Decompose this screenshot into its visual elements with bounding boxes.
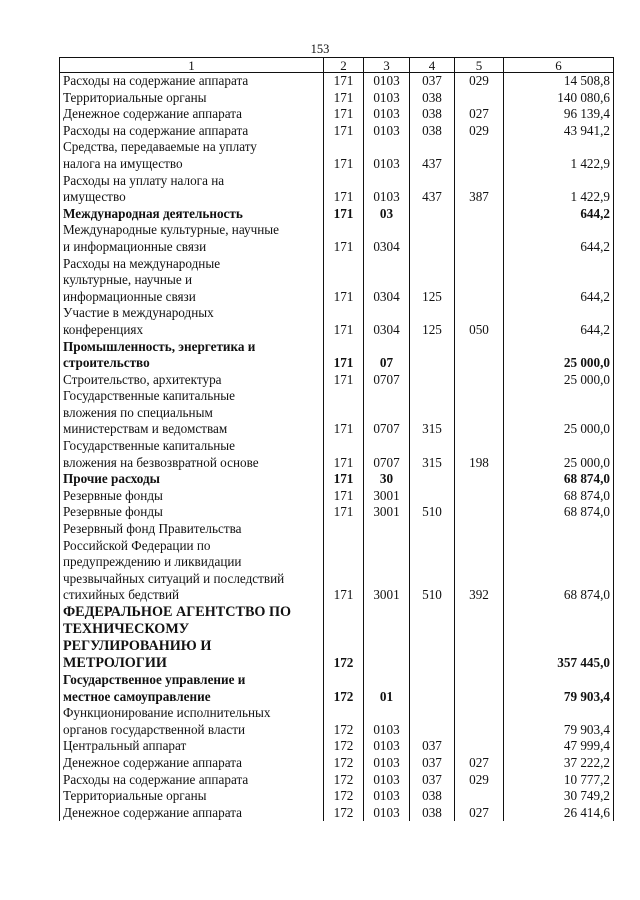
amount: 26 414,6	[504, 805, 614, 822]
item-name: Территориальные органы	[60, 90, 324, 107]
table-row	[60, 139, 614, 172]
code-col-2: 172	[324, 705, 364, 738]
code-col-4: 125	[410, 305, 455, 338]
amount: 644,2	[504, 222, 614, 255]
code-col-4	[410, 488, 455, 505]
code-col-2: 171	[324, 256, 364, 306]
amount: 68 874,0	[504, 471, 614, 488]
item-name: Расходы на международные культурные, научные и информационные связи	[60, 256, 324, 306]
code-col-4: 038	[410, 106, 455, 123]
code-col-3: 0103	[364, 805, 410, 822]
code-col-4: 038	[410, 788, 455, 805]
code-col-3: 0304	[364, 305, 410, 338]
table-row	[60, 788, 614, 805]
code-col-2: 171	[324, 388, 364, 438]
amount: 25 000,0	[504, 388, 614, 438]
code-col-5: 027	[455, 106, 504, 123]
item-name: ФЕДЕРАЛЬНОЕ АГЕНТСТВО ПО ТЕХНИЧЕСКОМУ РЕГУЛИРОВАНИЮ И МЕТРОЛОГИИ	[60, 604, 324, 672]
table-row	[60, 90, 614, 107]
code-col-5	[455, 705, 504, 738]
table-row	[60, 738, 614, 755]
code-col-4: 315	[410, 388, 455, 438]
code-col-2: 172	[324, 788, 364, 805]
code-col-4	[410, 672, 455, 705]
code-col-3: 07	[364, 339, 410, 372]
code-col-3: 0707	[364, 438, 410, 471]
amount: 644,2	[504, 206, 614, 223]
code-col-3: 3001	[364, 488, 410, 505]
table-row	[60, 123, 614, 140]
code-col-3: 0103	[364, 90, 410, 107]
code-col-4: 037	[410, 755, 455, 772]
amount: 140 080,6	[504, 90, 614, 107]
code-col-5: 027	[455, 755, 504, 772]
code-col-2: 171	[324, 206, 364, 223]
code-col-3: 3001	[364, 504, 410, 521]
code-col-4	[410, 222, 455, 255]
code-col-5	[455, 256, 504, 306]
code-col-2: 172	[324, 772, 364, 789]
item-name: Функционирование исполнительных органов государственной власти	[60, 705, 324, 738]
header-row	[60, 58, 614, 73]
code-col-2: 171	[324, 123, 364, 140]
item-name: Участие в международных конференциях	[60, 305, 324, 338]
code-col-3: 0103	[364, 772, 410, 789]
code-col-3: 0103	[364, 73, 410, 90]
table-row	[60, 471, 614, 488]
code-col-2: 171	[324, 73, 364, 90]
code-col-5	[455, 372, 504, 389]
code-col-4: 037	[410, 738, 455, 755]
column-header-5: 5	[455, 58, 504, 73]
code-col-4	[410, 206, 455, 223]
amount: 96 139,4	[504, 106, 614, 123]
item-name: Денежное содержание аппарата	[60, 106, 324, 123]
amount: 10 777,2	[504, 772, 614, 789]
code-col-4	[410, 372, 455, 389]
amount: 25 000,0	[504, 339, 614, 372]
code-col-4	[410, 471, 455, 488]
table-row	[60, 705, 614, 738]
code-col-3: 30	[364, 471, 410, 488]
code-col-3: 0103	[364, 738, 410, 755]
code-col-2: 171	[324, 339, 364, 372]
code-col-5: 392	[455, 521, 504, 604]
code-col-2: 171	[324, 90, 364, 107]
column-header-4: 4	[410, 58, 455, 73]
code-col-5	[455, 222, 504, 255]
amount: 37 222,2	[504, 755, 614, 772]
code-col-4	[410, 339, 455, 372]
amount: 68 874,0	[504, 504, 614, 521]
amount: 644,2	[504, 305, 614, 338]
table-row	[60, 805, 614, 822]
page-number: 153	[310, 42, 330, 56]
code-col-5	[455, 604, 504, 672]
code-col-5	[455, 672, 504, 705]
table-body	[60, 73, 614, 822]
code-col-2: 171	[324, 471, 364, 488]
item-name: Международная деятельность	[60, 206, 324, 223]
code-col-2: 171	[324, 438, 364, 471]
item-name: Расходы на содержание аппарата	[60, 772, 324, 789]
item-name: Расходы на содержание аппарата	[60, 123, 324, 140]
code-col-2: 172	[324, 738, 364, 755]
code-col-3	[364, 604, 410, 672]
item-name: Денежное содержание аппарата	[60, 755, 324, 772]
code-col-4: 125	[410, 256, 455, 306]
budget-table	[59, 57, 614, 821]
code-col-2: 171	[324, 222, 364, 255]
item-name: Резервные фонды	[60, 488, 324, 505]
item-name: Государственное управление и местное самоуправление	[60, 672, 324, 705]
code-col-5	[455, 206, 504, 223]
amount: 1 422,9	[504, 139, 614, 172]
table-row	[60, 222, 614, 255]
code-col-4	[410, 604, 455, 672]
table-row	[60, 106, 614, 123]
code-col-5	[455, 339, 504, 372]
code-col-3: 0707	[364, 388, 410, 438]
column-header-1: 1	[60, 58, 324, 73]
code-col-3: 01	[364, 672, 410, 705]
code-col-2: 171	[324, 488, 364, 505]
item-name: Центральный аппарат	[60, 738, 324, 755]
code-col-5: 198	[455, 438, 504, 471]
item-name: Средства, передаваемые на уплату налога на имущество	[60, 139, 324, 172]
amount: 68 874,0	[504, 521, 614, 604]
table-row	[60, 206, 614, 223]
code-col-4	[410, 705, 455, 738]
table-row	[60, 339, 614, 372]
code-col-2: 172	[324, 672, 364, 705]
item-name: Расходы на содержание аппарата	[60, 73, 324, 90]
code-col-2: 172	[324, 604, 364, 672]
amount: 357 445,0	[504, 604, 614, 672]
code-col-5: 029	[455, 123, 504, 140]
code-col-5	[455, 90, 504, 107]
item-name: Резервные фонды	[60, 504, 324, 521]
code-col-5	[455, 488, 504, 505]
table-row	[60, 256, 614, 306]
code-col-3: 0103	[364, 173, 410, 206]
code-col-4: 038	[410, 123, 455, 140]
code-col-5	[455, 471, 504, 488]
column-header-2: 2	[324, 58, 364, 73]
code-col-2: 172	[324, 755, 364, 772]
code-col-5	[455, 504, 504, 521]
item-name: Территориальные органы	[60, 788, 324, 805]
code-col-2: 171	[324, 305, 364, 338]
code-col-4: 037	[410, 772, 455, 789]
code-col-4: 510	[410, 521, 455, 604]
table-row	[60, 672, 614, 705]
code-col-5: 027	[455, 805, 504, 822]
code-col-4: 037	[410, 73, 455, 90]
code-col-2: 171	[324, 173, 364, 206]
amount: 1 422,9	[504, 173, 614, 206]
item-name: Резервный фонд Правительства Российской Федерации по предупреждению и ликвидации чрезвычайных ситуаций и последствий стихийных бедствий	[60, 521, 324, 604]
item-name: Прочие расходы	[60, 471, 324, 488]
table-row	[60, 173, 614, 206]
table-row	[60, 438, 614, 471]
code-col-3: 0103	[364, 755, 410, 772]
code-col-2: 171	[324, 106, 364, 123]
amount: 68 874,0	[504, 488, 614, 505]
code-col-4: 510	[410, 504, 455, 521]
table-row	[60, 305, 614, 338]
column-header-3: 3	[364, 58, 410, 73]
item-name: Денежное содержание аппарата	[60, 805, 324, 822]
code-col-4: 437	[410, 173, 455, 206]
table-row	[60, 73, 614, 90]
code-col-2: 172	[324, 805, 364, 822]
item-name: Государственные капитальные вложения на безвозвратной основе	[60, 438, 324, 471]
code-col-5	[455, 738, 504, 755]
item-name: Государственные капитальные вложения по специальным министерствам и ведомствам	[60, 388, 324, 438]
item-name: Строительство, архитектура	[60, 372, 324, 389]
code-col-5	[455, 139, 504, 172]
code-col-4: 437	[410, 139, 455, 172]
amount: 644,2	[504, 256, 614, 306]
amount: 79 903,4	[504, 705, 614, 738]
amount: 79 903,4	[504, 672, 614, 705]
code-col-3: 3001	[364, 521, 410, 604]
code-col-3: 0304	[364, 256, 410, 306]
code-col-2: 171	[324, 139, 364, 172]
item-name: Международные культурные, научные и информационные связи	[60, 222, 324, 255]
amount: 14 508,8	[504, 73, 614, 90]
code-col-2: 171	[324, 521, 364, 604]
code-col-5	[455, 388, 504, 438]
code-col-3: 0304	[364, 222, 410, 255]
code-col-2: 171	[324, 372, 364, 389]
table-row	[60, 488, 614, 505]
item-name: Промышленность, энергетика и строительство	[60, 339, 324, 372]
code-col-3: 0103	[364, 788, 410, 805]
amount: 43 941,2	[504, 123, 614, 140]
table-header	[60, 58, 614, 73]
table-row	[60, 372, 614, 389]
code-col-5	[455, 788, 504, 805]
code-col-3: 0707	[364, 372, 410, 389]
code-col-5: 029	[455, 73, 504, 90]
code-col-3: 0103	[364, 705, 410, 738]
code-col-3: 0103	[364, 123, 410, 140]
code-col-5: 387	[455, 173, 504, 206]
item-name: Расходы на уплату налога на имущество	[60, 173, 324, 206]
code-col-2: 171	[324, 504, 364, 521]
code-col-5: 050	[455, 305, 504, 338]
amount: 30 749,2	[504, 788, 614, 805]
table-row	[60, 504, 614, 521]
code-col-5: 029	[455, 772, 504, 789]
table-row	[60, 388, 614, 438]
table-row	[60, 604, 614, 672]
table-row	[60, 755, 614, 772]
code-col-3: 03	[364, 206, 410, 223]
code-col-4: 315	[410, 438, 455, 471]
code-col-3: 0103	[364, 139, 410, 172]
code-col-4: 038	[410, 90, 455, 107]
amount: 47 999,4	[504, 738, 614, 755]
code-col-3: 0103	[364, 106, 410, 123]
column-header-6: 6	[504, 58, 614, 73]
amount: 25 000,0	[504, 372, 614, 389]
code-col-4: 038	[410, 805, 455, 822]
table-row	[60, 521, 614, 604]
table-row	[60, 772, 614, 789]
amount: 25 000,0	[504, 438, 614, 471]
